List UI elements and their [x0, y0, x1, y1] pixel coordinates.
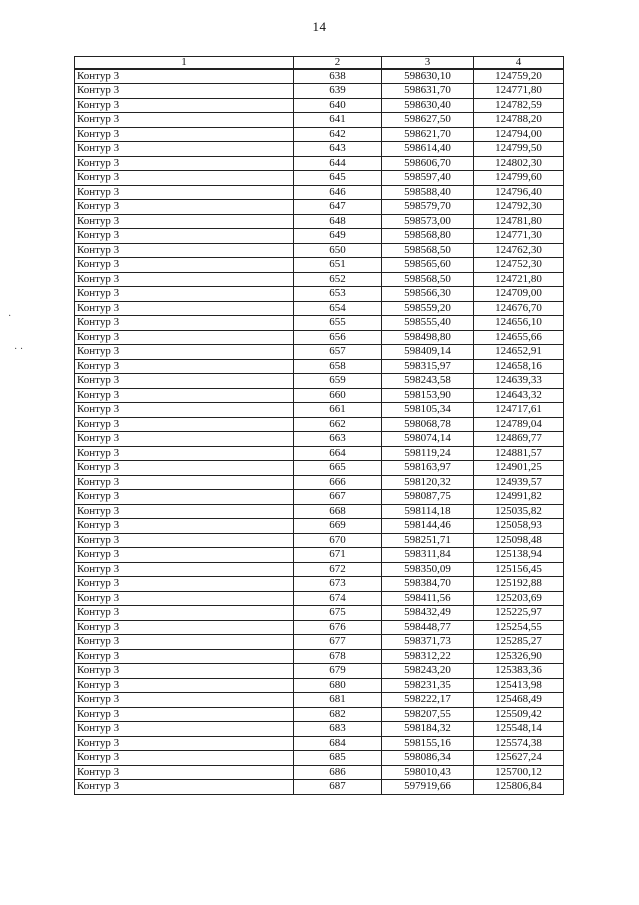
point-number-cell: 658	[294, 359, 382, 374]
y-coordinate-cell: 125509,42	[474, 707, 564, 722]
contour-name-cell: Контур 3	[75, 780, 294, 795]
y-coordinate-cell: 125627,24	[474, 751, 564, 766]
contour-name-cell: Контур 3	[75, 388, 294, 403]
table-row	[75, 461, 564, 476]
contour-name-cell: Контур 3	[75, 258, 294, 273]
contour-name-cell: Контур 3	[75, 403, 294, 418]
x-coordinate-cell: 598630,40	[382, 98, 474, 113]
contour-name-cell: Контур 3	[75, 272, 294, 287]
y-coordinate-cell: 124869,77	[474, 432, 564, 447]
contour-name-cell: Контур 3	[75, 345, 294, 360]
y-coordinate-cell: 124901,25	[474, 461, 564, 476]
x-coordinate-cell: 598087,75	[382, 490, 474, 505]
point-number-cell: 680	[294, 678, 382, 693]
contour-name-cell: Контур 3	[75, 69, 294, 84]
x-coordinate-cell: 598207,55	[382, 707, 474, 722]
table-row	[75, 475, 564, 490]
y-coordinate-cell: 125548,14	[474, 722, 564, 737]
point-number-cell: 675	[294, 606, 382, 621]
x-coordinate-cell: 598144,46	[382, 519, 474, 534]
y-coordinate-cell: 124781,80	[474, 214, 564, 229]
contour-name-cell: Контур 3	[75, 229, 294, 244]
contour-name-cell: Контур 3	[75, 519, 294, 534]
point-number-cell: 653	[294, 287, 382, 302]
y-coordinate-cell: 125806,84	[474, 780, 564, 795]
table-row	[75, 258, 564, 273]
y-coordinate-cell: 124881,57	[474, 446, 564, 461]
table-row	[75, 316, 564, 331]
contour-name-cell: Контур 3	[75, 330, 294, 345]
point-number-cell: 683	[294, 722, 382, 737]
y-coordinate-cell: 124788,20	[474, 113, 564, 128]
point-number-cell: 676	[294, 620, 382, 635]
contour-name-cell: Контур 3	[75, 707, 294, 722]
x-coordinate-cell: 598588,40	[382, 185, 474, 200]
point-number-cell: 647	[294, 200, 382, 215]
y-coordinate-cell: 124652,91	[474, 345, 564, 360]
x-coordinate-cell: 598568,80	[382, 229, 474, 244]
table-row	[75, 693, 564, 708]
point-number-cell: 640	[294, 98, 382, 113]
point-number-cell: 645	[294, 171, 382, 186]
contour-name-cell: Контур 3	[75, 287, 294, 302]
point-number-cell: 657	[294, 345, 382, 360]
table-row	[75, 736, 564, 751]
x-coordinate-cell: 598559,20	[382, 301, 474, 316]
x-coordinate-cell: 598114,18	[382, 504, 474, 519]
x-coordinate-cell: 598350,09	[382, 562, 474, 577]
table-row	[75, 765, 564, 780]
y-coordinate-cell: 124789,04	[474, 417, 564, 432]
x-coordinate-cell: 598627,50	[382, 113, 474, 128]
point-number-cell: 651	[294, 258, 382, 273]
point-number-cell: 639	[294, 84, 382, 99]
contour-name-cell: Контур 3	[75, 156, 294, 171]
contour-name-cell: Контур 3	[75, 417, 294, 432]
point-number-cell: 673	[294, 577, 382, 592]
table-row	[75, 69, 564, 84]
table-row	[75, 446, 564, 461]
y-coordinate-cell: 124721,80	[474, 272, 564, 287]
header-cell-3: 3	[382, 57, 474, 70]
point-number-cell: 678	[294, 649, 382, 664]
table-row	[75, 127, 564, 142]
point-number-cell: 687	[294, 780, 382, 795]
y-coordinate-cell: 125383,36	[474, 664, 564, 679]
contour-name-cell: Контур 3	[75, 432, 294, 447]
x-coordinate-cell: 598565,60	[382, 258, 474, 273]
x-coordinate-cell: 598597,40	[382, 171, 474, 186]
y-coordinate-cell: 124643,32	[474, 388, 564, 403]
x-coordinate-cell: 598155,16	[382, 736, 474, 751]
x-coordinate-cell: 598105,34	[382, 403, 474, 418]
y-coordinate-cell: 124762,30	[474, 243, 564, 258]
x-coordinate-cell: 598074,14	[382, 432, 474, 447]
table-body	[75, 69, 564, 794]
table-row	[75, 780, 564, 795]
contour-name-cell: Контур 3	[75, 736, 294, 751]
contour-name-cell: Контур 3	[75, 200, 294, 215]
x-coordinate-cell: 598251,71	[382, 533, 474, 548]
point-number-cell: 649	[294, 229, 382, 244]
contour-name-cell: Контур 3	[75, 243, 294, 258]
margin-dot-mark: ·	[8, 311, 12, 322]
point-number-cell: 661	[294, 403, 382, 418]
x-coordinate-cell: 598448,77	[382, 620, 474, 635]
point-number-cell: 650	[294, 243, 382, 258]
point-number-cell: 642	[294, 127, 382, 142]
table-row	[75, 490, 564, 505]
table-row	[75, 185, 564, 200]
x-coordinate-cell: 598411,56	[382, 591, 474, 606]
y-coordinate-cell: 124792,30	[474, 200, 564, 215]
margin-dots-mark: · ·	[14, 344, 24, 355]
contour-name-cell: Контур 3	[75, 185, 294, 200]
contour-name-cell: Контур 3	[75, 316, 294, 331]
point-number-cell: 646	[294, 185, 382, 200]
point-number-cell: 674	[294, 591, 382, 606]
y-coordinate-cell: 124639,33	[474, 374, 564, 389]
header-cell-1: 1	[75, 57, 294, 70]
y-coordinate-cell: 124709,00	[474, 287, 564, 302]
contour-name-cell: Контур 3	[75, 693, 294, 708]
table-row	[75, 519, 564, 534]
point-number-cell: 666	[294, 475, 382, 490]
y-coordinate-cell: 124799,60	[474, 171, 564, 186]
x-coordinate-cell: 598311,84	[382, 548, 474, 563]
y-coordinate-cell: 124991,82	[474, 490, 564, 505]
point-number-cell: 670	[294, 533, 382, 548]
header-row	[75, 57, 564, 70]
contour-name-cell: Контур 3	[75, 635, 294, 650]
y-coordinate-cell: 124771,30	[474, 229, 564, 244]
contour-name-cell: Контур 3	[75, 577, 294, 592]
table-row	[75, 229, 564, 244]
x-coordinate-cell: 598498,80	[382, 330, 474, 345]
contour-name-cell: Контур 3	[75, 606, 294, 621]
y-coordinate-cell: 124771,80	[474, 84, 564, 99]
x-coordinate-cell: 598231,35	[382, 678, 474, 693]
point-number-cell: 641	[294, 113, 382, 128]
contour-name-cell: Контур 3	[75, 374, 294, 389]
y-coordinate-cell: 124752,30	[474, 258, 564, 273]
table-row	[75, 301, 564, 316]
contour-name-cell: Контур 3	[75, 664, 294, 679]
y-coordinate-cell: 124717,61	[474, 403, 564, 418]
y-coordinate-cell: 124759,20	[474, 69, 564, 84]
table-row	[75, 243, 564, 258]
table-row	[75, 272, 564, 287]
y-coordinate-cell: 124796,40	[474, 185, 564, 200]
y-coordinate-cell: 125285,27	[474, 635, 564, 650]
table-row	[75, 403, 564, 418]
y-coordinate-cell: 124939,57	[474, 475, 564, 490]
y-coordinate-cell: 125225,97	[474, 606, 564, 621]
x-coordinate-cell: 598568,50	[382, 243, 474, 258]
coordinates-table	[74, 56, 564, 795]
x-coordinate-cell: 598579,70	[382, 200, 474, 215]
table-row	[75, 417, 564, 432]
x-coordinate-cell: 598184,32	[382, 722, 474, 737]
point-number-cell: 668	[294, 504, 382, 519]
point-number-cell: 643	[294, 142, 382, 157]
table-row	[75, 359, 564, 374]
x-coordinate-cell: 598086,34	[382, 751, 474, 766]
header-cell-4: 4	[474, 57, 564, 70]
x-coordinate-cell: 598409,14	[382, 345, 474, 360]
table-row	[75, 171, 564, 186]
x-coordinate-cell: 598119,24	[382, 446, 474, 461]
contour-name-cell: Контур 3	[75, 446, 294, 461]
table-row	[75, 287, 564, 302]
x-coordinate-cell: 598163,97	[382, 461, 474, 476]
table-row	[75, 722, 564, 737]
contour-name-cell: Контур 3	[75, 548, 294, 563]
table-row	[75, 214, 564, 229]
table-row	[75, 548, 564, 563]
table-row	[75, 98, 564, 113]
y-coordinate-cell: 125058,93	[474, 519, 564, 534]
point-number-cell: 667	[294, 490, 382, 505]
x-coordinate-cell: 598566,30	[382, 287, 474, 302]
y-coordinate-cell: 124655,66	[474, 330, 564, 345]
table-row	[75, 751, 564, 766]
point-number-cell: 677	[294, 635, 382, 650]
point-number-cell: 638	[294, 69, 382, 84]
contour-name-cell: Контур 3	[75, 678, 294, 693]
contour-name-cell: Контур 3	[75, 142, 294, 157]
point-number-cell: 654	[294, 301, 382, 316]
contour-name-cell: Контур 3	[75, 214, 294, 229]
table-row	[75, 200, 564, 215]
y-coordinate-cell: 124656,10	[474, 316, 564, 331]
y-coordinate-cell: 125192,88	[474, 577, 564, 592]
x-coordinate-cell: 598120,32	[382, 475, 474, 490]
y-coordinate-cell: 125254,55	[474, 620, 564, 635]
point-number-cell: 662	[294, 417, 382, 432]
page-number: 14	[312, 19, 327, 34]
point-number-cell: 659	[294, 374, 382, 389]
point-number-cell: 684	[294, 736, 382, 751]
table-row	[75, 591, 564, 606]
table-row	[75, 504, 564, 519]
x-coordinate-cell: 598312,22	[382, 649, 474, 664]
y-coordinate-cell: 125035,82	[474, 504, 564, 519]
table-row	[75, 620, 564, 635]
x-coordinate-cell: 598371,73	[382, 635, 474, 650]
y-coordinate-cell: 125138,94	[474, 548, 564, 563]
point-number-cell: 656	[294, 330, 382, 345]
x-coordinate-cell: 598606,70	[382, 156, 474, 171]
table-row	[75, 577, 564, 592]
y-coordinate-cell: 125156,45	[474, 562, 564, 577]
point-number-cell: 672	[294, 562, 382, 577]
table-row	[75, 562, 564, 577]
contour-name-cell: Контур 3	[75, 722, 294, 737]
point-number-cell: 665	[294, 461, 382, 476]
point-number-cell: 682	[294, 707, 382, 722]
point-number-cell: 652	[294, 272, 382, 287]
x-coordinate-cell: 597919,66	[382, 780, 474, 795]
table-row	[75, 330, 564, 345]
x-coordinate-cell: 598010,43	[382, 765, 474, 780]
table-row	[75, 606, 564, 621]
y-coordinate-cell: 125700,12	[474, 765, 564, 780]
y-coordinate-cell: 125098,48	[474, 533, 564, 548]
y-coordinate-cell: 124799,50	[474, 142, 564, 157]
contour-name-cell: Контур 3	[75, 504, 294, 519]
contour-name-cell: Контур 3	[75, 591, 294, 606]
table-row	[75, 664, 564, 679]
contour-name-cell: Контур 3	[75, 127, 294, 142]
contour-name-cell: Контур 3	[75, 751, 294, 766]
table-row	[75, 345, 564, 360]
point-number-cell: 671	[294, 548, 382, 563]
y-coordinate-cell: 124794,00	[474, 127, 564, 142]
y-coordinate-cell: 124658,16	[474, 359, 564, 374]
y-coordinate-cell: 124676,70	[474, 301, 564, 316]
contour-name-cell: Контур 3	[75, 533, 294, 548]
contour-name-cell: Контур 3	[75, 359, 294, 374]
x-coordinate-cell: 598573,00	[382, 214, 474, 229]
x-coordinate-cell: 598068,78	[382, 417, 474, 432]
x-coordinate-cell: 598432,49	[382, 606, 474, 621]
contour-name-cell: Контур 3	[75, 562, 294, 577]
point-number-cell: 669	[294, 519, 382, 534]
table-row	[75, 388, 564, 403]
contour-name-cell: Контур 3	[75, 98, 294, 113]
y-coordinate-cell: 125574,38	[474, 736, 564, 751]
table-row	[75, 533, 564, 548]
contour-name-cell: Контур 3	[75, 620, 294, 635]
x-coordinate-cell: 598621,70	[382, 127, 474, 142]
contour-name-cell: Контур 3	[75, 490, 294, 505]
contour-name-cell: Контур 3	[75, 649, 294, 664]
point-number-cell: 685	[294, 751, 382, 766]
point-number-cell: 664	[294, 446, 382, 461]
table-row	[75, 678, 564, 693]
point-number-cell: 660	[294, 388, 382, 403]
table-header	[75, 57, 564, 70]
x-coordinate-cell: 598243,58	[382, 374, 474, 389]
x-coordinate-cell: 598384,70	[382, 577, 474, 592]
contour-name-cell: Контур 3	[75, 461, 294, 476]
x-coordinate-cell: 598568,50	[382, 272, 474, 287]
y-coordinate-cell: 124802,30	[474, 156, 564, 171]
table-row	[75, 84, 564, 99]
point-number-cell: 686	[294, 765, 382, 780]
point-number-cell: 663	[294, 432, 382, 447]
y-coordinate-cell: 125468,49	[474, 693, 564, 708]
x-coordinate-cell: 598630,10	[382, 69, 474, 84]
point-number-cell: 644	[294, 156, 382, 171]
y-coordinate-cell: 124782,59	[474, 98, 564, 113]
contour-name-cell: Контур 3	[75, 301, 294, 316]
table-row	[75, 432, 564, 447]
x-coordinate-cell: 598315,97	[382, 359, 474, 374]
table-row	[75, 156, 564, 171]
contour-name-cell: Контур 3	[75, 475, 294, 490]
x-coordinate-cell: 598555,40	[382, 316, 474, 331]
x-coordinate-cell: 598614,40	[382, 142, 474, 157]
contour-name-cell: Контур 3	[75, 84, 294, 99]
point-number-cell: 681	[294, 693, 382, 708]
table-row	[75, 113, 564, 128]
table-row	[75, 649, 564, 664]
point-number-cell: 655	[294, 316, 382, 331]
table-row	[75, 374, 564, 389]
point-number-cell: 679	[294, 664, 382, 679]
y-coordinate-cell: 125203,69	[474, 591, 564, 606]
x-coordinate-cell: 598243,20	[382, 664, 474, 679]
x-coordinate-cell: 598153,90	[382, 388, 474, 403]
point-number-cell: 648	[294, 214, 382, 229]
contour-name-cell: Контур 3	[75, 171, 294, 186]
x-coordinate-cell: 598222,17	[382, 693, 474, 708]
contour-name-cell: Контур 3	[75, 765, 294, 780]
x-coordinate-cell: 598631,70	[382, 84, 474, 99]
y-coordinate-cell: 125413,98	[474, 678, 564, 693]
table-row	[75, 635, 564, 650]
contour-name-cell: Контур 3	[75, 113, 294, 128]
table-row	[75, 707, 564, 722]
table-row	[75, 142, 564, 157]
header-cell-2: 2	[294, 57, 382, 70]
y-coordinate-cell: 125326,90	[474, 649, 564, 664]
